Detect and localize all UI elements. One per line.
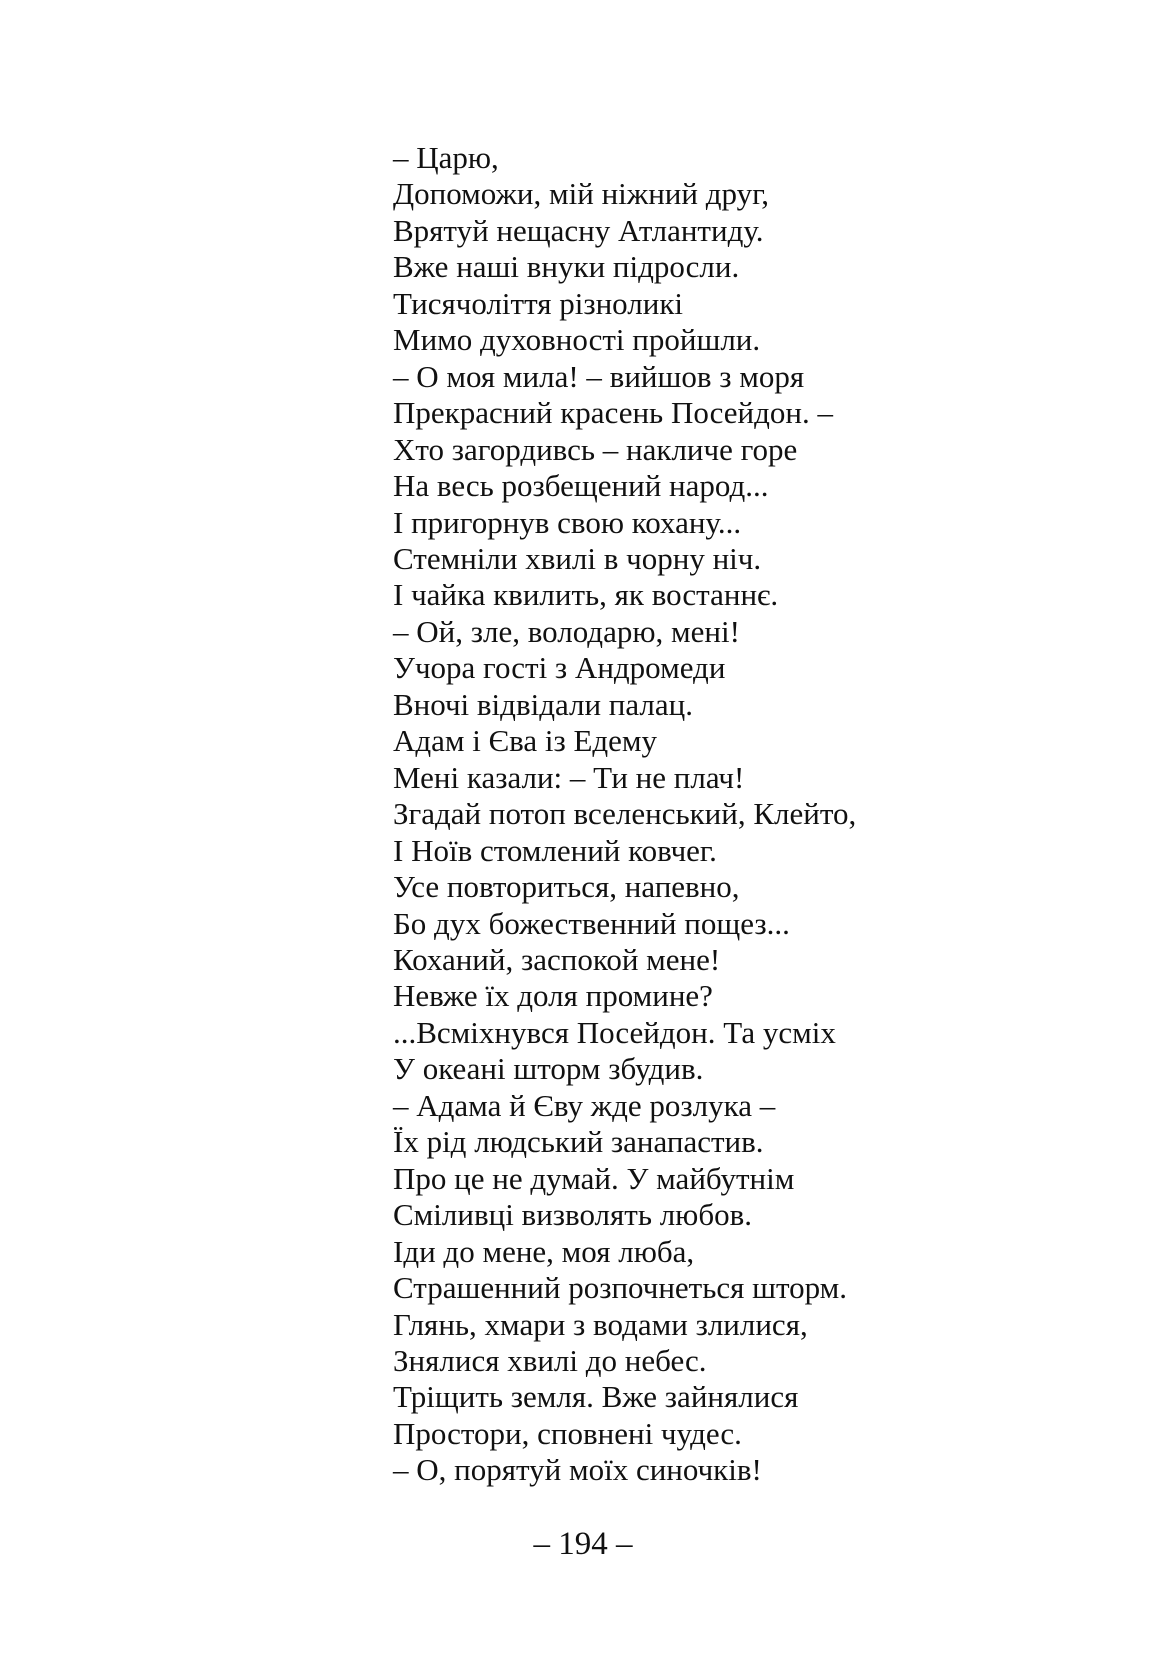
poem-line: Стемніли хвилі в чорну ніч. [393, 540, 762, 576]
poem-line: І чайка квилить, як востаннє. [393, 577, 779, 613]
poem-line: – Адама й Єву жде розлука – [393, 1087, 776, 1123]
poem-line: Простори, сповнені чудес. [393, 1415, 742, 1451]
poem-line: – О, порятуй моїх синочків! [393, 1452, 762, 1488]
poem-line: Глянь, хмари з водами злилися, [393, 1306, 808, 1342]
poem-line: Іди до мене, моя люба, [393, 1233, 695, 1269]
poem-line: – Царю, [393, 140, 499, 175]
poem-line: Знялися хвилі до небес. [393, 1342, 707, 1378]
poem-line: Хто загордивсь – накличе горе [393, 431, 798, 467]
poem-line: Врятуй нещасну Атлантиду. [393, 212, 764, 248]
poem-line: Коханий, заспокой мене! [393, 941, 721, 977]
poem-line: У океані шторм збудив. [393, 1051, 704, 1087]
poem-line: – О моя мила! – вийшов з моря [393, 358, 805, 394]
poem-line: І Ноїв стомлений ковчег. [393, 832, 717, 868]
poem-line: Вночі відвідали палац. [393, 686, 693, 722]
poem-line: Усе повториться, напевно, [393, 869, 740, 905]
poem-line: Бо дух божественний пощез... [393, 905, 790, 941]
poem-text [393, 140, 856, 1489]
poem-line: Вже наші внуки підросли. [393, 249, 740, 285]
poem-line: Учора гості з Андромеди [393, 650, 726, 686]
poem-line: Мимо духовності пройшли. [393, 322, 761, 358]
poem-line: І пригорнув свою кохану... [393, 504, 742, 540]
poem-line: Прекрасний красень Посейдон. – [393, 395, 833, 431]
poem-line: Допоможи, мій ніжний друг, [393, 176, 770, 212]
poem-line: Страшенний розпочнеться шторм. [393, 1270, 848, 1306]
poem-line: Сміливці визволять любов. [393, 1197, 752, 1233]
poem-line: ...Всміхнувся Посейдон. Та усміх [393, 1014, 836, 1050]
poem-line: – Ой, зле, володарю, мені! [393, 613, 740, 649]
poem-line: Мені казали: – Ти не плач! [393, 759, 745, 795]
poem-line: Невже їх доля промине? [393, 978, 713, 1014]
poem-line: Їх рід людський занапастив. [393, 1124, 764, 1160]
poem-line: Згадай потоп вселенський, Клейто, [393, 796, 857, 832]
page-number: – 194 – [533, 1526, 633, 1562]
poem-line: Про це не думай. У майбутнім [393, 1160, 795, 1196]
poem-line: На весь розбещений народ... [393, 468, 769, 504]
poem-line: Адам і Єва із Едему [393, 723, 658, 759]
poem-line: Тисячоліття різноликі [393, 285, 684, 321]
poem-line: Тріщить земля. Вже зайнялися [393, 1379, 799, 1415]
